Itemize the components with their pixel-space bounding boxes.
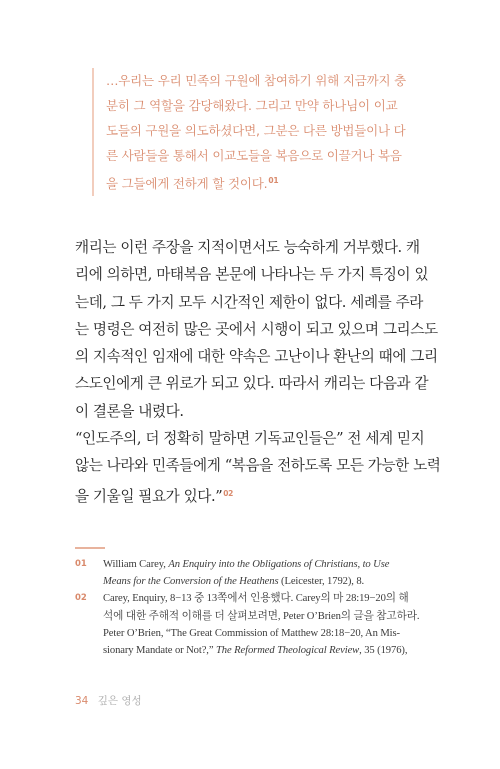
running-title: 깊은 영성	[97, 695, 142, 707]
quote-line: 분히 그 역할을 감당해왔다. 그리고 만약 하나님이 이교	[106, 98, 398, 113]
footnote-text-a: sionary Mandate or Not?,”	[103, 645, 217, 657]
body-line: 는 명령은 여전히 많은 곳에서 시행이 되고 있으며 그리스도	[75, 320, 438, 338]
body-text	[75, 234, 441, 510]
footnote-text	[103, 556, 435, 590]
footnote-divider	[75, 547, 105, 549]
quote-line: …우리는 우리 민족의 구원에 참여하기 위해 지금까지 충	[106, 73, 406, 88]
quote-line-text: 을 그들에게 전하게 할 것이다.	[106, 176, 268, 191]
footnote-line	[103, 573, 435, 590]
quote-line-last	[106, 168, 424, 196]
block-quote	[92, 68, 424, 196]
footnote-book-title: An Enquiry into the Obligations of Christians, to Use	[168, 559, 390, 570]
footnote-line	[103, 642, 435, 659]
footnote-line: 석에 대한 주해적 이해를 더 살펴보려면, Peter O’Brien의 글을 참고하라.	[103, 610, 420, 622]
body-line: 캐리는 이런 주장을 지적이면서도 능숙하게 거부했다. 캐	[75, 239, 420, 256]
page-number: 34	[75, 695, 89, 707]
footnote-number: 01	[75, 559, 87, 569]
body-line: “인도주의, 더 정확히 말하면 기독교인들은” 전 세계 믿지	[75, 430, 425, 448]
footnote-author: William Carey,	[103, 559, 169, 570]
footnote-journal-title: The Reformed Theological Review	[216, 645, 360, 657]
footnote-02	[75, 590, 435, 659]
body-line-last	[75, 480, 435, 510]
body-line: 리에 의하면, 마태복음 본문에 나타나는 두 가지 특징이 있	[75, 266, 429, 284]
footnote-line	[103, 556, 435, 573]
footnote-ref-01[interactable]: 01	[268, 176, 279, 185]
body-line: 않는 나라와 민족들에게 “복음을 전하도록 모든 가능한 노력	[75, 457, 441, 475]
body-line: 의 지속적인 임재에 대한 약속은 고난이나 환난의 때에 그리	[75, 348, 438, 366]
page-footer	[75, 693, 148, 708]
body-line-text: 을 기울일 필요가 있다.”	[75, 487, 223, 505]
quote-line: 도들의 구원을 의도하셨다면, 그분은 다른 방법들이나 다	[106, 123, 406, 138]
footnote-line: Peter O’Brien, “The Great Commission of Matthew 28:18−20, An Mis-	[103, 627, 400, 639]
body-line: 이 결론을 내렸다.	[75, 402, 184, 420]
body-line: 는데, 그 두 가지 모두 시간적인 제한이 없다. 세례를 주라	[75, 293, 423, 311]
footnote-01	[75, 556, 435, 590]
footnote-book-title-cont: Means for the Conversion of the Heathens	[103, 576, 279, 588]
footnote-publication: (Leicester, 1792), 8.	[278, 576, 365, 588]
footnote-line: Carey, Enquiry, 8−13 중 13쪽에서 인용했다. Carey의 마 28:19−20의 해	[103, 593, 409, 605]
footnote-ref-02[interactable]: 02	[223, 488, 233, 498]
body-line: 스도인에게 큰 위로가 되고 있다. 따라서 캐리는 다음과 같	[75, 375, 429, 393]
footnote-number: 02	[75, 593, 87, 604]
quote-line: 른 사람들을 통해서 이교도들을 복음으로 이끌거나 복음	[106, 148, 402, 163]
footnote-text-b: , 35 (1976),	[359, 645, 408, 657]
footnotes	[75, 556, 435, 659]
footnote-text	[103, 590, 435, 659]
